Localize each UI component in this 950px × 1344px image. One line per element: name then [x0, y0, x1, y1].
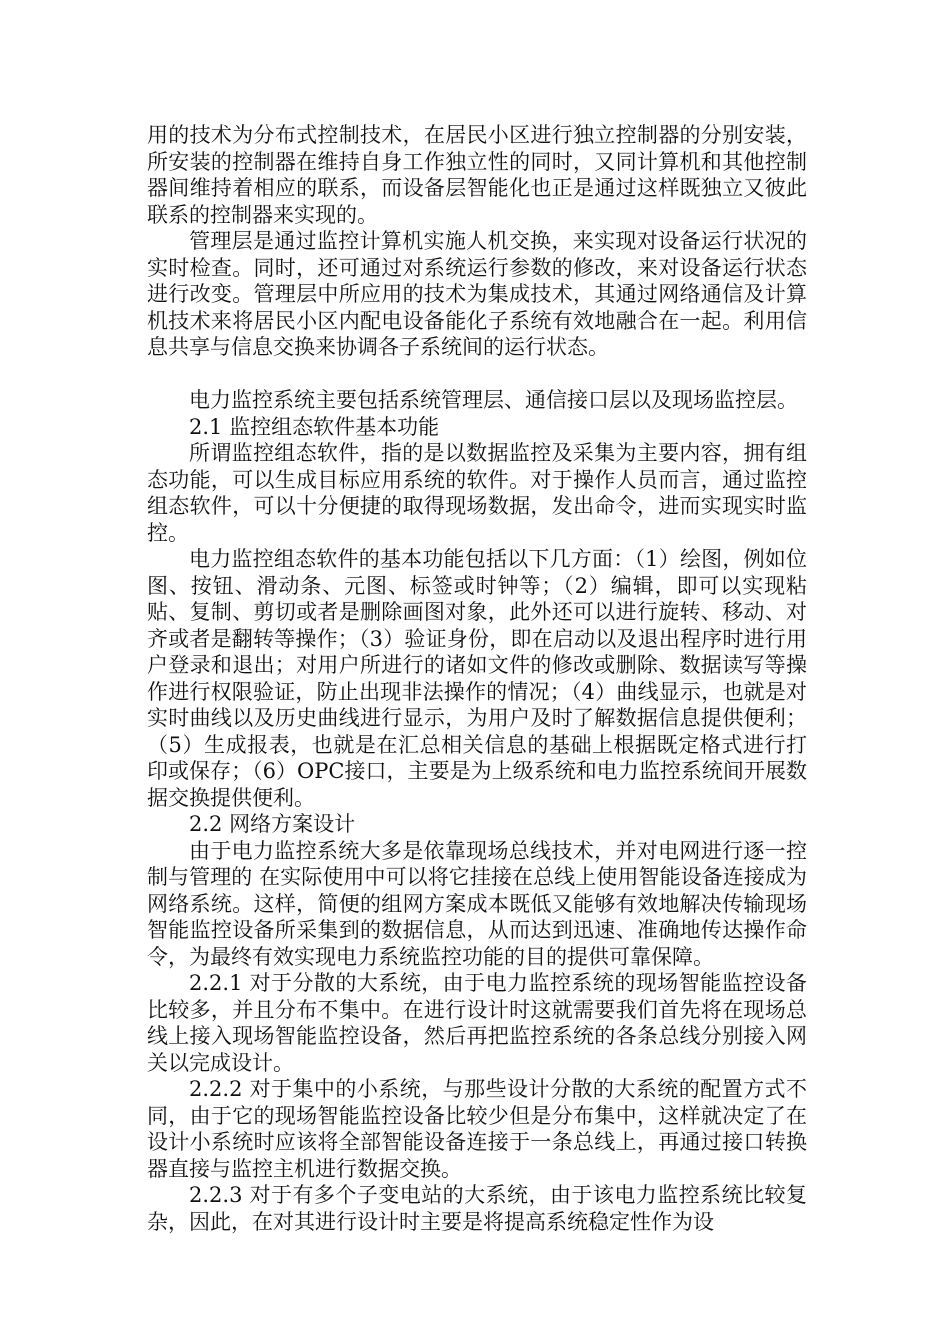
- paragraph-gap: [147, 361, 807, 388]
- paragraph-distributed-control: 用的技术为分布式控制技术，在居民小区进行独立控制器的分别安装，所安装的控制器在维持自身工作独立性的同时，又同计算机和其他控制器间维持着相应的联系，而设备层智能化也正是通过这样既独立又彼此联系的控制器来实现的。: [147, 123, 807, 227]
- paragraph-2-2-3: 2.2.3 对于有多个子变电站的大系统，由于该电力监控系统比较复杂，因此，在对其进行设计时主要是将提高系统稳定性作为设: [147, 1183, 807, 1234]
- paragraph-config-software-functions: 电力监控组态软件的基本功能包括以下几方面：（1）绘图，例如位图、按钮、滑动条、元图、标签或时钟等；（2）编辑，即可以实现粘贴、复制、剪切或者是删除画图对象，此外还可以进行旋转、移动、对齐或者是翻转等操作；（3）验证身份，即在启动以及退出程序时进行用户登录和退出；对用户所进行的诸如文件的修改或删除、数据读写等操作进行权限验证，防止出现非法操作的情况；（4）曲线显示，也就是对实时曲线以及历史曲线进行显示，为用户及时了解数据信息提供便利；（5）生成报表，也就是在汇总相关信息的基础上根据既定格式进行打印或保存；（6）OPC接口，主要是为上级系统和电力监控系统间开展数据交换提供便利。: [147, 547, 807, 810]
- paragraph-2-2-2: 2.2.2 对于集中的小系统，与那些设计分散的大系统的配置方式不同，由于它的现场智能监控设备比较少但是分布集中，这样就决定了在设计小系统时应该将全部智能设备连接于一条总线上，再通过接口转换器直接与监控主机进行数据交换。: [147, 1077, 807, 1181]
- paragraph-2-2-1: 2.2.1 对于分散的大系统，由于电力监控系统的现场智能监控设备比较多，并且分布不集中。在进行设计时这就需要我们首先将在现场总线上接入现场智能监控设备，然后再把监控系统的各条总线分别接入网关以完成设计。: [147, 971, 807, 1075]
- paragraph-system-layers: 电力监控系统主要包括系统管理层、通信接口层以及现场监控层。: [189, 388, 798, 412]
- paragraph-network-design: 由于电力监控系统大多是依靠现场总线技术，并对电网进行逐一控制与管理的 在实际使用中可以将它挂接在总线上使用智能设备连接成为网络系统。这样，简便的组网方案成本既低又能够有效地解决传输现场智能监控设备所采集到的数据信息，从而达到迅速、准确地传达操作命令，为最终有效实现电力系统监控功能的目的提供可靠保障。: [147, 838, 807, 969]
- body-text: [147, 122, 807, 1235]
- paragraph-config-software-definition: 所谓监控组态软件，指的是以数据监控及采集为主要内容，拥有组态功能，可以生成目标应用系统的软件。对于操作人员而言，通过监控组态软件，可以十分便捷的取得现场数据，发出命令，进而实现实时监控。: [147, 441, 807, 545]
- paragraph-management-layer: 管理层是通过监控计算机实施人机交换，来实现对设备运行状况的实时检查。同时，还可通过对系统运行参数的修改，来对设备运行状态进行改变。管理层中所应用的技术为集成技术，其通过网络通信及计算机技术来将居民小区内配电设备能化子系统有效地融合在一起。利用信息共享与信息交换来协调各子系统间的运行状态。: [147, 229, 807, 359]
- section-heading-2-2: 2.2 网络方案设计: [189, 812, 356, 836]
- section-heading-2-1: 2.1 监控组态软件基本功能: [189, 414, 440, 439]
